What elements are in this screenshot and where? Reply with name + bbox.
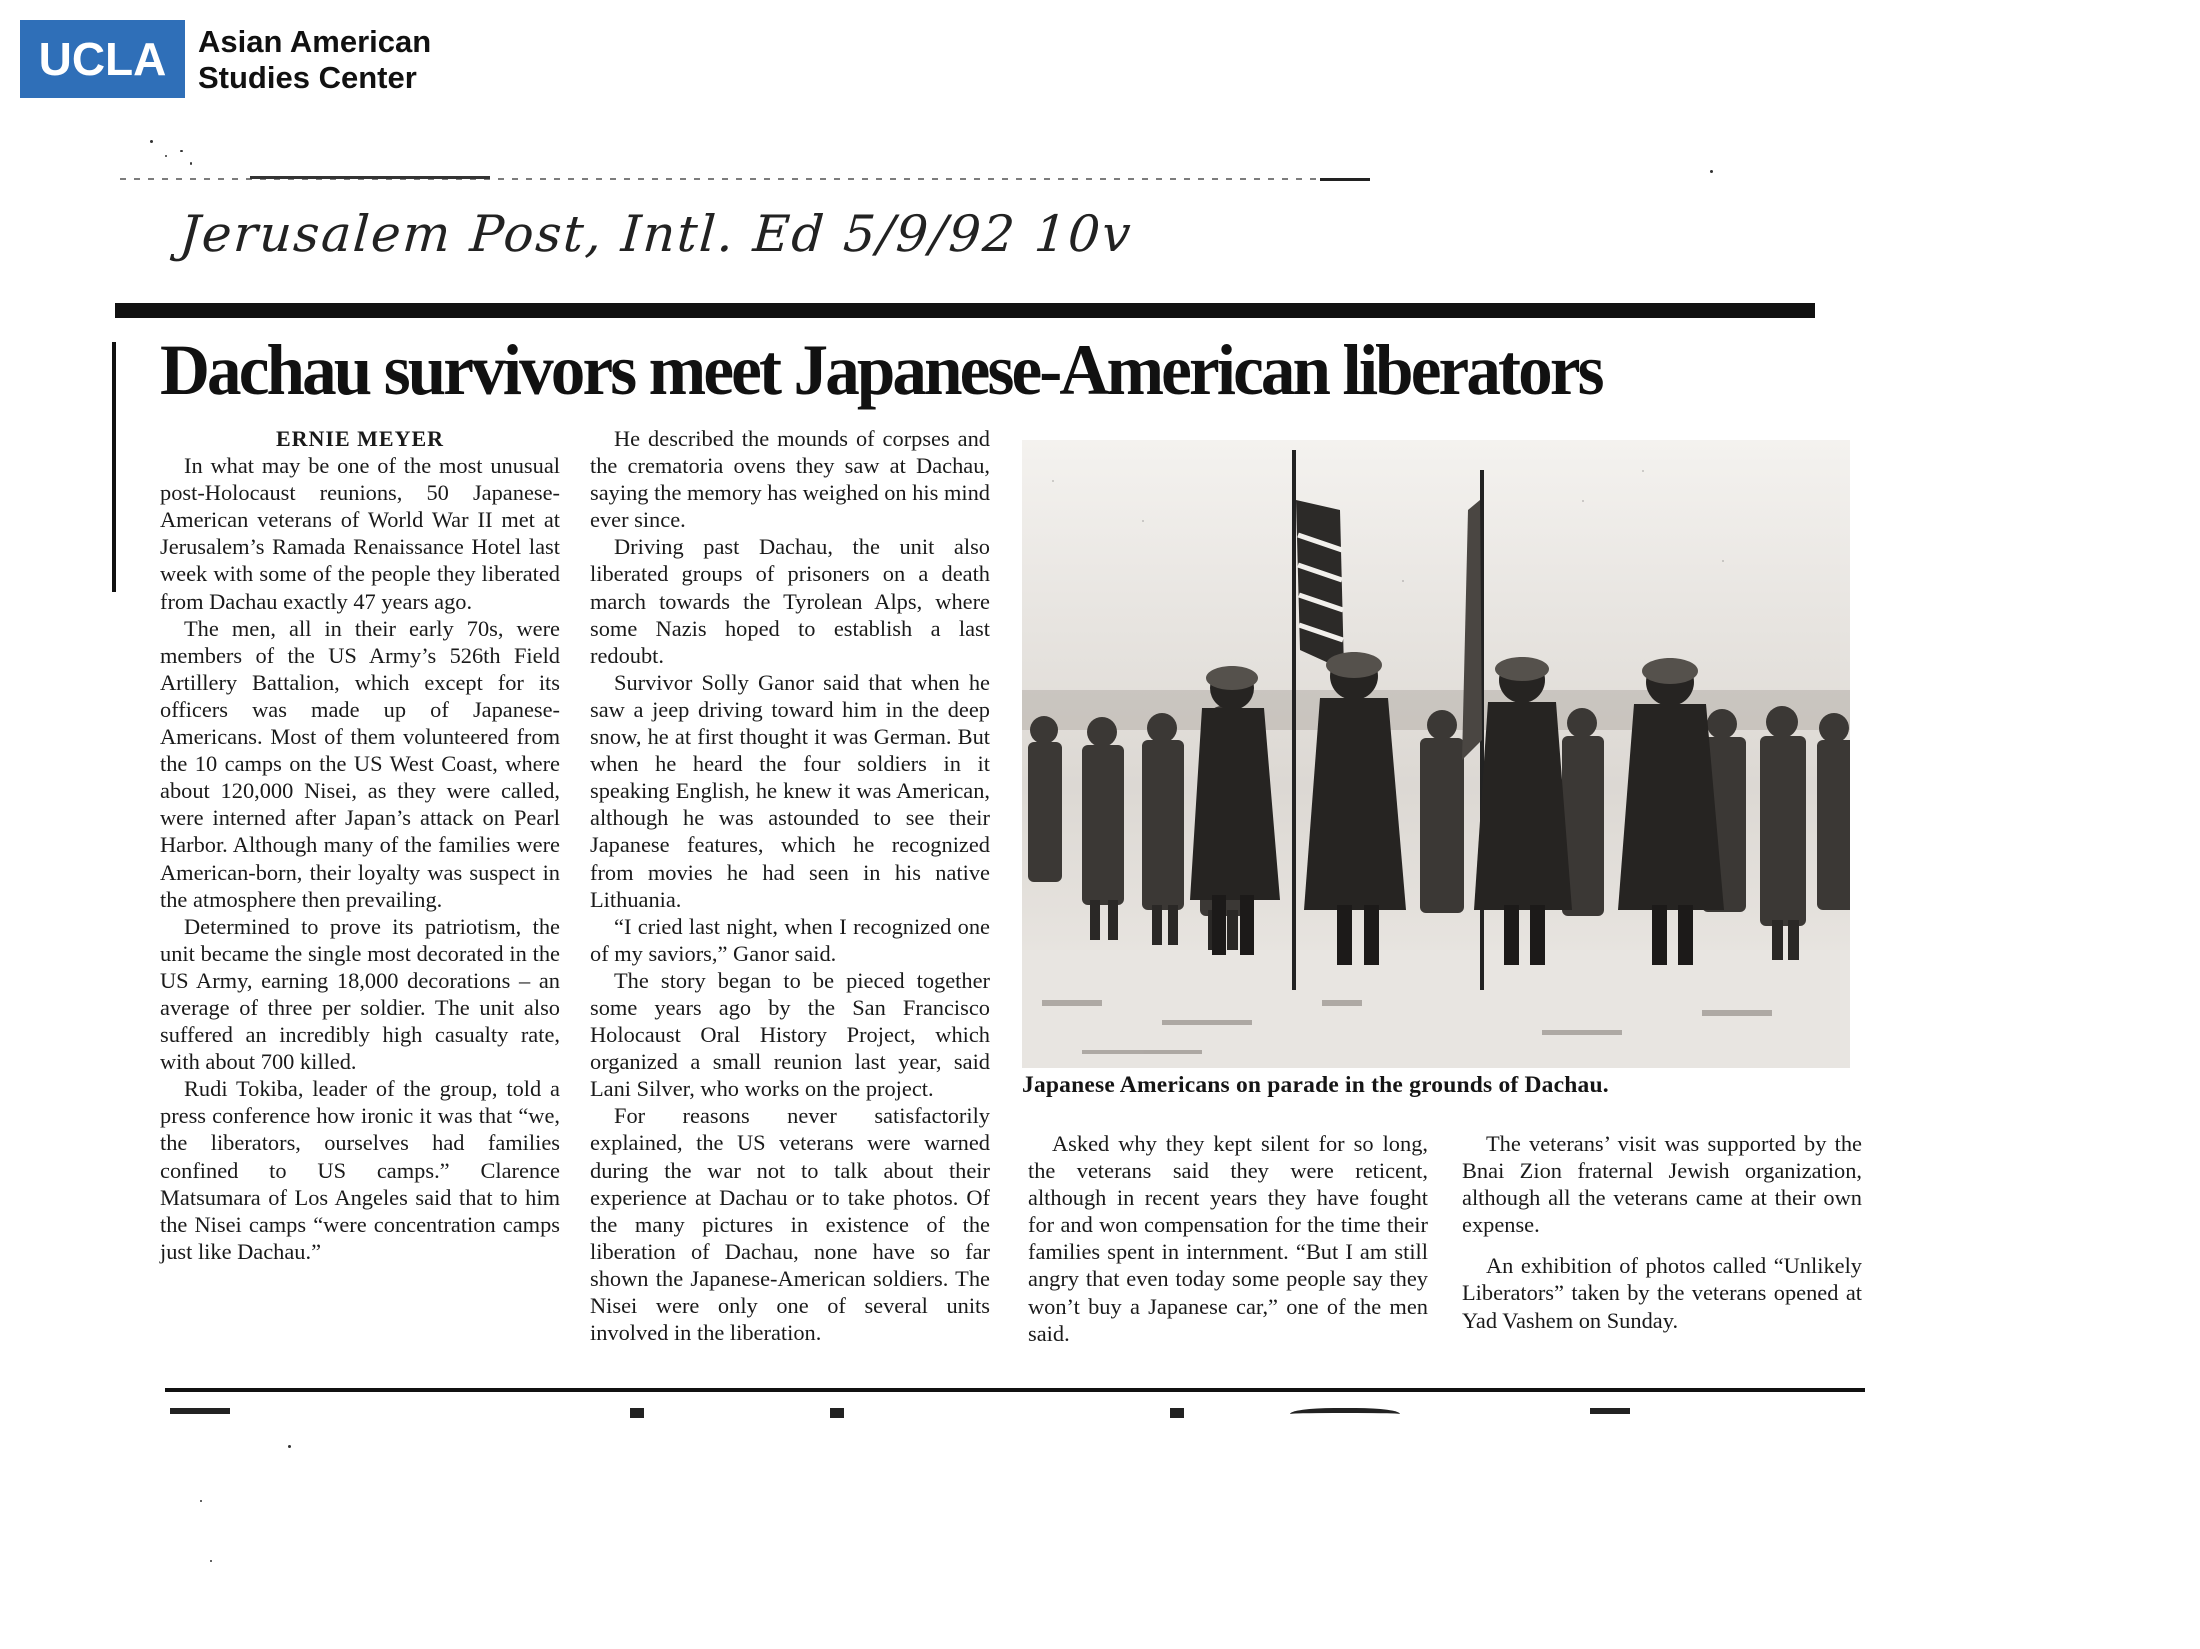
speck [1710,170,1713,173]
speck [180,150,183,152]
speck [150,140,153,143]
paragraph: An exhibition of photos called “Unlikely Liberators” taken by the veterans opened at Yad Vashem on Sunday. [1462,1253,1862,1333]
logo-line-2: Studies Center [198,60,417,95]
flag [1296,500,1344,670]
handwritten-source-note: Jerusalem Post, Intl. Ed 5/9/92 10v [177,205,1135,263]
paragraph: The men, all in their early 70s, were members of the US Army’s 526th Field Artillery Battalion, which except for its officers was made up of Japanese-Americans. Most of them volunteered from the 10 camps on the US West Coast, where about 120,000 Nisei, as they were called, were interned after Japan’s attack on Pearl Harbor. Although many of the families were American-born, their loyalty was suspect in the atmosphere then prevailing. [160,615,560,912]
logo-line-1: Asian American [198,24,432,59]
paragraph: Determined to prove its patriotism, the unit became the single most decorated in the US Army, earning 18,000 decorations – an average of three per soldier. The unit also suffered an incredibly high casualty rate, with about 700 killed. [160,913,560,1075]
paragraph: Asked why they kept silent for so long, the veterans said they were reticent, although in recent years they have fought for and won compensation for the time their families spent in internment. “But I am still angry that even today some people say they won’t buy a Japanese car,” one of the men said. [1028,1131,1428,1346]
paragraph: Driving past Dachau, the unit also liberated groups of prisoners on a death march towards the Tyrolean Alps, where some Nazis hoped to establish a last redoubt. [590,534,990,668]
paragraph: “I cried last night, when I recognized one of my saviors,” Ganor said. [590,913,990,966]
speck [210,1560,212,1562]
article-column-3 [1028,1130,1428,1347]
paragraph: He described the mounds of corpses and the crematoria ovens they saw at Dachau, saying the memory has weighed on his mind ever since. [590,426,990,533]
speck [190,162,192,165]
article-column-4 [1462,1130,1862,1334]
logo-wordmark [198,24,431,96]
left-margin-bar [112,342,116,592]
ucla-logo: UCLA [20,20,185,98]
cut-off-next-headline [170,1408,1730,1424]
photo-caption: Japanese Americans on parade in the grounds of Dachau. [1022,1072,1609,1098]
article-column-2 [590,425,990,1346]
paragraph: In what may be one of the most unusual post-Holocaust reunions, 50 Japanese-American veterans of World War II met at Jerusalem’s Ramada Renaissance Hotel last week with some of the people they liberated from Dachau exactly 47 years ago. [160,453,560,614]
parade-photo [1022,440,1850,1068]
paragraph: For reasons never satisfactorily explained, the US veterans were warned during the war not to talk about their experience at Dachau or to take photos. Of the many pictures in existence of the liberation of Dachau, none have so far shown the Japanese-American soldiers. The Nisei were only one of several units involved in the liberation. [590,1103,990,1346]
speck [288,1445,291,1448]
paragraph: Survivor Solly Ganor said that when he saw a jeep driving toward him in the deep snow, he at first thought it was German. But when he heard the four soldiers in it speaking English, he knew it was American, although he was astounded to see their Japanese features, which he recognized from movies he had seen in his native Lithuania. [590,669,990,912]
torn-edge-line [1320,178,1370,181]
article-column-1 [160,425,560,1265]
paragraph: The story began to be pieced together some years ago by the San Francisco Holocaust Oral History Project, which organized a small reunion last year, said Lani Silver, who works on the project. [590,967,990,1102]
top-rule [115,303,1815,318]
speck [165,155,167,157]
soldiers-parade-illustration [1022,440,1850,1068]
speck [200,1500,202,1502]
paragraph: The veterans’ visit was supported by the Bnai Zion fraternal Jewish organization, although all the veterans came at their own expense. [1462,1131,1862,1238]
bottom-rule [165,1388,1865,1392]
torn-edge-line [250,176,490,179]
byline: ERNIE MEYER [275,426,445,451]
headline: Dachau survivors meet Japanese-American liberators [160,330,1602,410]
paragraph: Rudi Tokiba, leader of the group, told a press conference how ironic it was that “we, the liberators, ourselves had families confined to US camps.” Clarence Matsumara of Los Angeles said that to him the Nisei camps “were concentration camps just like Dachau.” [160,1076,560,1264]
